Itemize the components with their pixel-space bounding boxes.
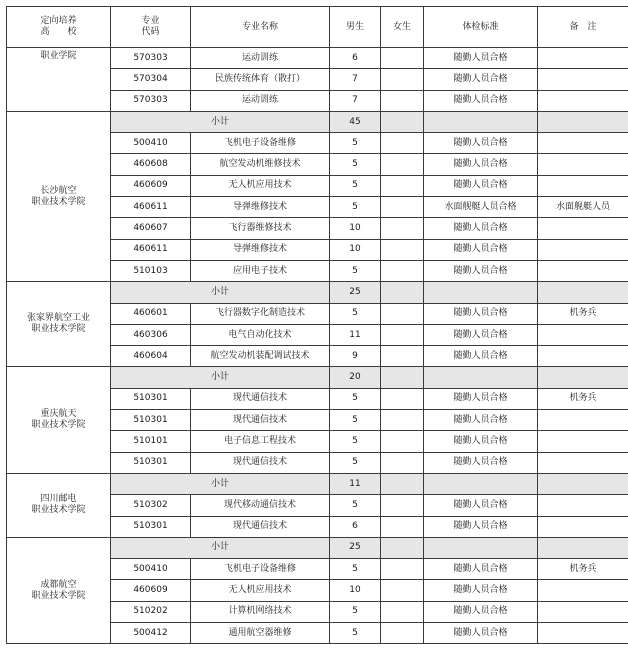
female-count-cell <box>381 218 424 239</box>
female-count-cell <box>381 90 424 111</box>
major-name-cell: 运动训练 <box>191 48 330 69</box>
male-count-cell: 6 <box>330 516 381 537</box>
male-count-cell: 5 <box>330 559 381 580</box>
major-code-cell: 510301 <box>111 410 191 431</box>
major-code-cell: 510301 <box>111 388 191 409</box>
female-count-cell <box>381 601 424 622</box>
major-code-cell: 460604 <box>111 346 191 367</box>
subtotal-value: 20 <box>330 367 381 388</box>
male-count-cell: 5 <box>330 303 381 324</box>
remark-cell <box>538 239 628 260</box>
school-name-cell <box>7 537 111 643</box>
remark-cell <box>538 346 628 367</box>
remark-cell <box>538 410 628 431</box>
remark-cell <box>538 154 628 175</box>
major-code-cell: 460608 <box>111 154 191 175</box>
subtotal-row <box>7 473 628 494</box>
remark-cell <box>538 580 628 601</box>
school-name-cell <box>7 111 111 281</box>
major-name-cell: 无人机应用技术 <box>191 175 330 196</box>
header-code: 专业 代码 <box>111 7 191 48</box>
subtotal-empty-cell <box>381 111 424 132</box>
subtotal-empty-cell <box>381 473 424 494</box>
major-code-cell: 460609 <box>111 175 191 196</box>
subtotal-label: 小计 <box>111 473 330 494</box>
remark-cell: 机务兵 <box>538 303 628 324</box>
male-count-cell: 5 <box>330 197 381 218</box>
header-row <box>7 7 628 48</box>
male-count-cell: 5 <box>330 431 381 452</box>
physical-standard-cell: 随勤人员合格 <box>424 175 538 196</box>
remark-cell <box>538 69 628 90</box>
physical-standard-cell: 随勤人员合格 <box>424 133 538 154</box>
major-name-cell: 计算机网络技术 <box>191 601 330 622</box>
subtotal-row <box>7 367 628 388</box>
subtotal-empty-cell <box>381 282 424 303</box>
subtotal-empty-cell <box>381 537 424 558</box>
female-count-cell <box>381 388 424 409</box>
male-count-cell: 5 <box>330 410 381 431</box>
physical-standard-cell: 随勤人员合格 <box>424 69 538 90</box>
header-school: 定向培养 高 校 <box>7 7 111 48</box>
subtotal-empty-cell <box>538 282 628 303</box>
female-count-cell <box>381 260 424 281</box>
subtotal-empty-cell <box>424 282 538 303</box>
remark-cell <box>538 324 628 345</box>
major-name-cell: 电子信息工程技术 <box>191 431 330 452</box>
major-name-cell: 应用电子技术 <box>191 260 330 281</box>
remark-cell <box>538 601 628 622</box>
female-count-cell <box>381 154 424 175</box>
physical-standard-cell: 随勤人员合格 <box>424 346 538 367</box>
school-name-line: 重庆航天 <box>40 409 77 420</box>
male-count-cell: 5 <box>330 175 381 196</box>
subtotal-empty-cell <box>424 111 538 132</box>
subtotal-empty-cell <box>424 367 538 388</box>
subtotal-empty-cell <box>538 111 628 132</box>
remark-cell <box>538 431 628 452</box>
female-count-cell <box>381 431 424 452</box>
header-physical: 体检标准 <box>424 7 538 48</box>
physical-standard-cell: 水面舰艇人员合格 <box>424 197 538 218</box>
major-name-cell: 飞行器维修技术 <box>191 218 330 239</box>
remark-cell <box>538 175 628 196</box>
remark-cell: 机务兵 <box>538 559 628 580</box>
major-name-cell: 航空发动机维修技术 <box>191 154 330 175</box>
male-count-cell: 5 <box>330 601 381 622</box>
physical-standard-cell: 随勤人员合格 <box>424 601 538 622</box>
major-name-cell: 导弹维修技术 <box>191 197 330 218</box>
subtotal-empty-cell <box>538 367 628 388</box>
physical-standard-cell: 随勤人员合格 <box>424 260 538 281</box>
school-name-line: 职业技术学院 <box>31 196 86 207</box>
major-name-cell: 运动训练 <box>191 90 330 111</box>
physical-standard-cell: 随勤人员合格 <box>424 623 538 644</box>
major-code-cell: 500412 <box>111 623 191 644</box>
remark-cell <box>538 516 628 537</box>
enrollment-table <box>6 6 628 644</box>
school-name-line: 成都航空 <box>40 579 77 590</box>
male-count-cell: 5 <box>330 154 381 175</box>
remark-cell: 机务兵 <box>538 388 628 409</box>
major-name-cell: 现代通信技术 <box>191 452 330 473</box>
major-name-cell: 航空发动机装配调试技术 <box>191 346 330 367</box>
subtotal-empty-cell <box>381 367 424 388</box>
major-code-cell: 510103 <box>111 260 191 281</box>
table-row <box>7 48 628 69</box>
female-count-cell <box>381 48 424 69</box>
major-name-cell: 现代通信技术 <box>191 516 330 537</box>
male-count-cell: 5 <box>330 623 381 644</box>
physical-standard-cell: 随勤人员合格 <box>424 90 538 111</box>
school-name-line: 职业技术学院 <box>31 420 86 431</box>
physical-standard-cell: 随勤人员合格 <box>424 495 538 516</box>
female-count-cell <box>381 580 424 601</box>
male-count-cell: 5 <box>330 495 381 516</box>
major-name-cell: 无人机应用技术 <box>191 580 330 601</box>
school-name-line: 职业学院 <box>40 51 77 61</box>
major-code-cell: 510101 <box>111 431 191 452</box>
remark-cell <box>538 623 628 644</box>
female-count-cell <box>381 346 424 367</box>
physical-standard-cell: 随勤人员合格 <box>424 410 538 431</box>
physical-standard-cell: 随勤人员合格 <box>424 388 538 409</box>
male-count-cell: 6 <box>330 48 381 69</box>
physical-standard-cell: 随勤人员合格 <box>424 559 538 580</box>
physical-standard-cell: 随勤人员合格 <box>424 48 538 69</box>
subtotal-value: 45 <box>330 111 381 132</box>
subtotal-empty-cell <box>424 537 538 558</box>
physical-standard-cell: 随勤人员合格 <box>424 239 538 260</box>
major-code-cell: 510301 <box>111 516 191 537</box>
header-female: 女生 <box>381 7 424 48</box>
major-name-cell: 现代通信技术 <box>191 388 330 409</box>
female-count-cell <box>381 239 424 260</box>
female-count-cell <box>381 623 424 644</box>
header-remark: 备 注 <box>538 7 628 48</box>
subtotal-value: 25 <box>330 282 381 303</box>
major-code-cell: 570304 <box>111 69 191 90</box>
female-count-cell <box>381 410 424 431</box>
major-code-cell: 510301 <box>111 452 191 473</box>
major-name-cell: 现代通信技术 <box>191 410 330 431</box>
subtotal-row <box>7 111 628 132</box>
remark-cell <box>538 48 628 69</box>
female-count-cell <box>381 197 424 218</box>
male-count-cell: 10 <box>330 580 381 601</box>
subtotal-value: 25 <box>330 537 381 558</box>
school-name-line: 张家界航空工业 <box>26 313 90 324</box>
physical-standard-cell: 随勤人员合格 <box>424 516 538 537</box>
male-count-cell: 5 <box>330 133 381 154</box>
subtotal-label: 小计 <box>111 537 330 558</box>
female-count-cell <box>381 69 424 90</box>
physical-standard-cell: 随勤人员合格 <box>424 218 538 239</box>
female-count-cell <box>381 175 424 196</box>
header-male: 男生 <box>330 7 381 48</box>
major-name-cell: 通用航空器维修 <box>191 623 330 644</box>
remark-cell <box>538 133 628 154</box>
subtotal-label: 小计 <box>111 282 330 303</box>
physical-standard-cell: 随勤人员合格 <box>424 580 538 601</box>
subtotal-label: 小计 <box>111 111 330 132</box>
male-count-cell: 7 <box>330 90 381 111</box>
major-code-cell: 500410 <box>111 559 191 580</box>
major-name-cell: 飞行器数字化制造技术 <box>191 303 330 324</box>
major-name-cell: 现代移动通信技术 <box>191 495 330 516</box>
school-name-line: 四川邮电 <box>40 494 77 505</box>
school-name-cell <box>7 282 111 367</box>
remark-cell <box>538 452 628 473</box>
physical-standard-cell: 随勤人员合格 <box>424 452 538 473</box>
major-code-cell: 570303 <box>111 90 191 111</box>
major-code-cell: 460611 <box>111 239 191 260</box>
female-count-cell <box>381 516 424 537</box>
major-code-cell: 570303 <box>111 48 191 69</box>
major-name-cell: 民族传统体育（散打） <box>191 69 330 90</box>
female-count-cell <box>381 452 424 473</box>
male-count-cell: 11 <box>330 324 381 345</box>
subtotal-row <box>7 537 628 558</box>
male-count-cell: 9 <box>330 346 381 367</box>
remark-cell <box>538 90 628 111</box>
female-count-cell <box>381 324 424 345</box>
subtotal-label: 小计 <box>111 367 330 388</box>
major-code-cell: 460306 <box>111 324 191 345</box>
school-name-line: 职业技术学院 <box>31 505 86 516</box>
male-count-cell: 5 <box>330 260 381 281</box>
physical-standard-cell: 随勤人员合格 <box>424 431 538 452</box>
subtotal-value: 11 <box>330 473 381 494</box>
school-name-cell <box>7 473 111 537</box>
subtotal-row <box>7 282 628 303</box>
remark-cell <box>538 495 628 516</box>
major-name-cell: 飞机电子设备维修 <box>191 559 330 580</box>
school-name-line: 长沙航空 <box>40 185 77 196</box>
major-code-cell: 510302 <box>111 495 191 516</box>
school-name-line: 职业技术学院 <box>31 590 86 601</box>
male-count-cell: 5 <box>330 388 381 409</box>
female-count-cell <box>381 559 424 580</box>
physical-standard-cell: 随勤人员合格 <box>424 324 538 345</box>
school-name-cell <box>7 367 111 473</box>
major-code-cell: 500410 <box>111 133 191 154</box>
subtotal-empty-cell <box>538 537 628 558</box>
major-name-cell: 导弹维修技术 <box>191 239 330 260</box>
subtotal-empty-cell <box>538 473 628 494</box>
school-name-line: 职业技术学院 <box>31 324 86 335</box>
male-count-cell: 10 <box>330 239 381 260</box>
header-major: 专业名称 <box>191 7 330 48</box>
major-code-cell: 460609 <box>111 580 191 601</box>
major-name-cell: 电气自动化技术 <box>191 324 330 345</box>
major-code-cell: 460611 <box>111 197 191 218</box>
major-name-cell: 飞机电子设备维修 <box>191 133 330 154</box>
male-count-cell: 10 <box>330 218 381 239</box>
physical-standard-cell: 随勤人员合格 <box>424 154 538 175</box>
remark-cell <box>538 260 628 281</box>
male-count-cell: 7 <box>330 69 381 90</box>
male-count-cell: 5 <box>330 452 381 473</box>
table-body <box>7 48 628 644</box>
female-count-cell <box>381 303 424 324</box>
female-count-cell <box>381 133 424 154</box>
subtotal-empty-cell <box>424 473 538 494</box>
physical-standard-cell: 随勤人员合格 <box>424 303 538 324</box>
major-code-cell: 460601 <box>111 303 191 324</box>
school-name-cell <box>7 48 111 112</box>
female-count-cell <box>381 495 424 516</box>
major-code-cell: 460607 <box>111 218 191 239</box>
remark-cell <box>538 218 628 239</box>
major-code-cell: 510202 <box>111 601 191 622</box>
remark-cell: 水面舰艇人员 <box>538 197 628 218</box>
